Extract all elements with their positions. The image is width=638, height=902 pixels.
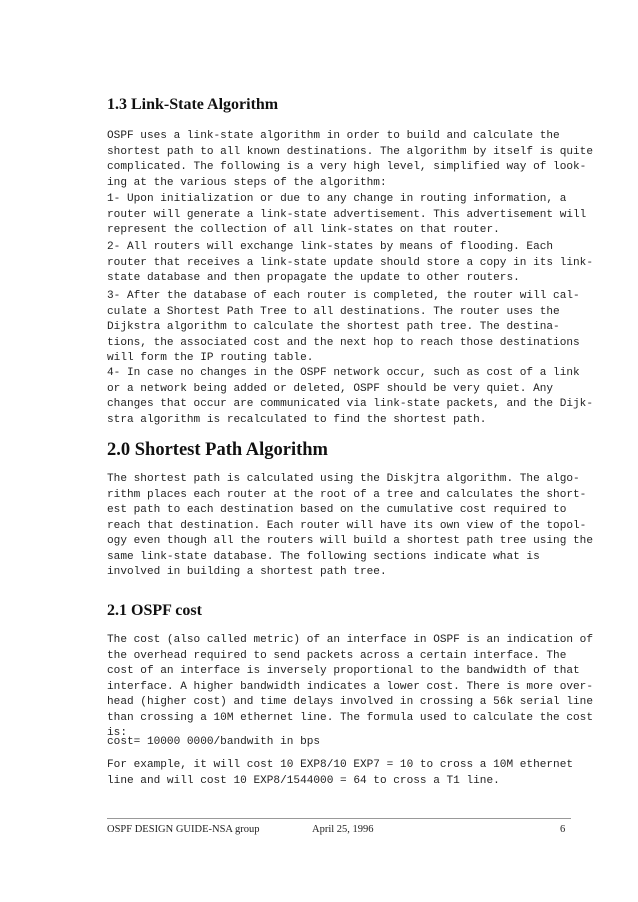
text-line: complicated. The following is a very high level, simplified way of look-: [107, 161, 587, 173]
text-line: router will generate a link-state advertisement. This advertisement will: [107, 208, 587, 221]
text-line: 1- Upon initialization or due to any change in routing information, a: [107, 193, 567, 205]
text-line: 2- All routers will exchange link-states by means of flooding. Each: [107, 241, 554, 253]
text-line: reach that destination. Each router will have its own view of the topol-: [107, 519, 587, 532]
paragraph-ospf-cost: [107, 633, 593, 742]
text-line: will form the IP routing table.: [107, 352, 314, 364]
section-heading-shortest-path: 2.0 Shortest Path Algorithm: [107, 440, 328, 460]
text-line: cost of an interface is inversely proportional to the bandwidth of that: [107, 665, 580, 677]
text-line: 4- In case no changes in the OSPF network occur, such as cost of a link: [107, 367, 580, 379]
footer-doc-title: OSPF DESIGN GUIDE-NSA group: [107, 824, 260, 835]
text-line: interface. A higher bandwidth indicates a lower cost. There is more over-: [107, 680, 593, 693]
paragraph-step-4: [107, 366, 593, 428]
text-line: ogy even though all the routers will build a shortest path tree using the: [107, 535, 593, 547]
text-line: Dijkstra algorithm to calculate the shortest path tree. The destina-: [107, 321, 560, 333]
footer-divider: [107, 818, 571, 819]
text-line: line and will cost 10 EXP8/1544000 = 64 to cross a T1 line.: [107, 774, 500, 787]
text-line: cost= 10000 0000/bandwith in bps: [107, 736, 321, 748]
paragraph-step-3: [107, 289, 580, 367]
text-line: tions, the associated cost and the next hop to reach those destinations: [107, 336, 580, 349]
text-line: ing at the various steps of the algorithm:: [107, 176, 387, 189]
text-line: The shortest path is calculated using the Diskjtra algorithm. The algo-: [107, 473, 580, 485]
footer-page-number: 6: [560, 824, 566, 835]
paragraph-cost-example: [107, 758, 577, 789]
text-line: involved in building a shortest path tree.: [107, 566, 387, 578]
text-line: changes that occur are communicated via link-state packets, and the Dijk-: [107, 398, 593, 410]
section-heading-link-state: 1.3 Link-State Algorithm: [107, 96, 279, 113]
text-line: head (higher cost) and time delays involved in crossing a 56k serial line: [107, 696, 593, 708]
paragraph-shortest-path: [107, 472, 593, 581]
text-line: rithm places each router at the root of a tree and calculates the short-: [107, 488, 587, 501]
paragraph-cost-formula: [107, 735, 577, 751]
paragraph-step-1: [107, 192, 587, 239]
text-line: The cost (also called metric) of an interface in OSPF is an indication of: [107, 634, 593, 646]
text-line: or a network being added or deleted, OSPF should be very quiet. Any: [107, 382, 554, 395]
paragraph-intro: [107, 129, 593, 191]
text-line: stra algorithm is recalculated to find the shortest path.: [107, 413, 487, 426]
footer-date: April 25, 1996: [312, 824, 374, 835]
text-line: state database and then propagate the update to other routers.: [107, 272, 520, 284]
text-line: router that receives a link-state update should store a copy in its link-: [107, 256, 593, 269]
text-line: than crossing a 10M ethernet line. The formula used to calculate the cost: [107, 711, 593, 724]
section-heading-ospf-cost: 2.1 OSPF cost: [107, 602, 202, 619]
text-line: shortest path to all known destinations. The algorithm by itself is quite: [107, 145, 593, 158]
text-line: is:: [107, 727, 127, 739]
text-line: same link-state database. The following sections indicate what is: [107, 550, 540, 563]
text-line: culate a Shortest Path Tree to all destinations. The router uses the: [107, 305, 560, 318]
text-line: represent the collection of all link-states on that router.: [107, 224, 500, 236]
text-line: the overhead required to send packets across a certain interface. The: [107, 649, 567, 662]
text-line: est path to each destination based on the cumulative cost required to: [107, 504, 567, 516]
paragraph-step-2: [107, 240, 593, 287]
text-line: For example, it will cost 10 EXP8/10 EXP7 = 10 to cross a 10M ethernet: [107, 759, 574, 771]
text-line: OSPF uses a link-state algorithm in order to build and calculate the: [107, 130, 560, 142]
text-line: 3- After the database of each router is completed, the router will cal-: [107, 290, 580, 302]
